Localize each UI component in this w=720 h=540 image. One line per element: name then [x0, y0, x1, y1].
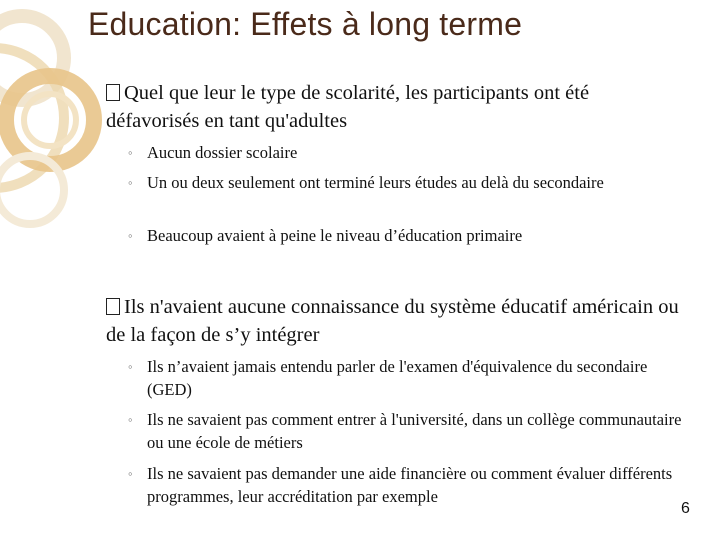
- bullet-2: [106, 293, 691, 349]
- sub-bullet-2-3: ◦ Ils ne savaient pas demander une aide financière ou comment évaluer différents programmes, leur accréditation par exemple: [128, 464, 673, 506]
- bullet-1: [106, 79, 686, 135]
- sub-bullet-marker-icon: ◦: [128, 359, 133, 374]
- sub-bullet-1-3: ◦ Beaucoup avaient à peine le niveau d’éducation primaire: [128, 226, 523, 245]
- sub-bullet-marker-icon: ◦: [128, 228, 133, 243]
- sub-bullet-2-2: ◦ Ils ne savaient pas comment entrer à l'université, dans un collège communautaire ou une école de métiers: [128, 410, 682, 452]
- sub-bullet-1-2: ◦ Un ou deux seulement ont terminé leurs études au delà du secondaire: [128, 173, 604, 192]
- bullet-2-text: Ils n'avaient aucune connaissance du système éducatif américain ou de la façon de s’y intégrer: [106, 296, 679, 346]
- bullet-marker-icon: [106, 84, 120, 101]
- sub-bullet-marker-icon: ◦: [128, 175, 133, 190]
- sub-bullet-marker-icon: ◦: [128, 145, 133, 160]
- slide-title: Education: Effets à long terme: [88, 6, 523, 42]
- sub-bullet-1-1: ◦ Aucun dossier scolaire: [128, 143, 298, 162]
- bullet-1-text: Quel que leur le type de scolarité, les participants ont été défavorisés en tant qu'adultes: [106, 82, 590, 132]
- page-number: 6: [681, 500, 690, 517]
- bullet-marker-icon: [106, 298, 120, 315]
- sub-bullet-marker-icon: ◦: [128, 412, 133, 427]
- sub-bullet-marker-icon: ◦: [128, 466, 133, 481]
- sub-bullet-2-1: ◦ Ils n’avaient jamais entendu parler de l'examen d'équivalence du secondaire (GED): [128, 357, 648, 399]
